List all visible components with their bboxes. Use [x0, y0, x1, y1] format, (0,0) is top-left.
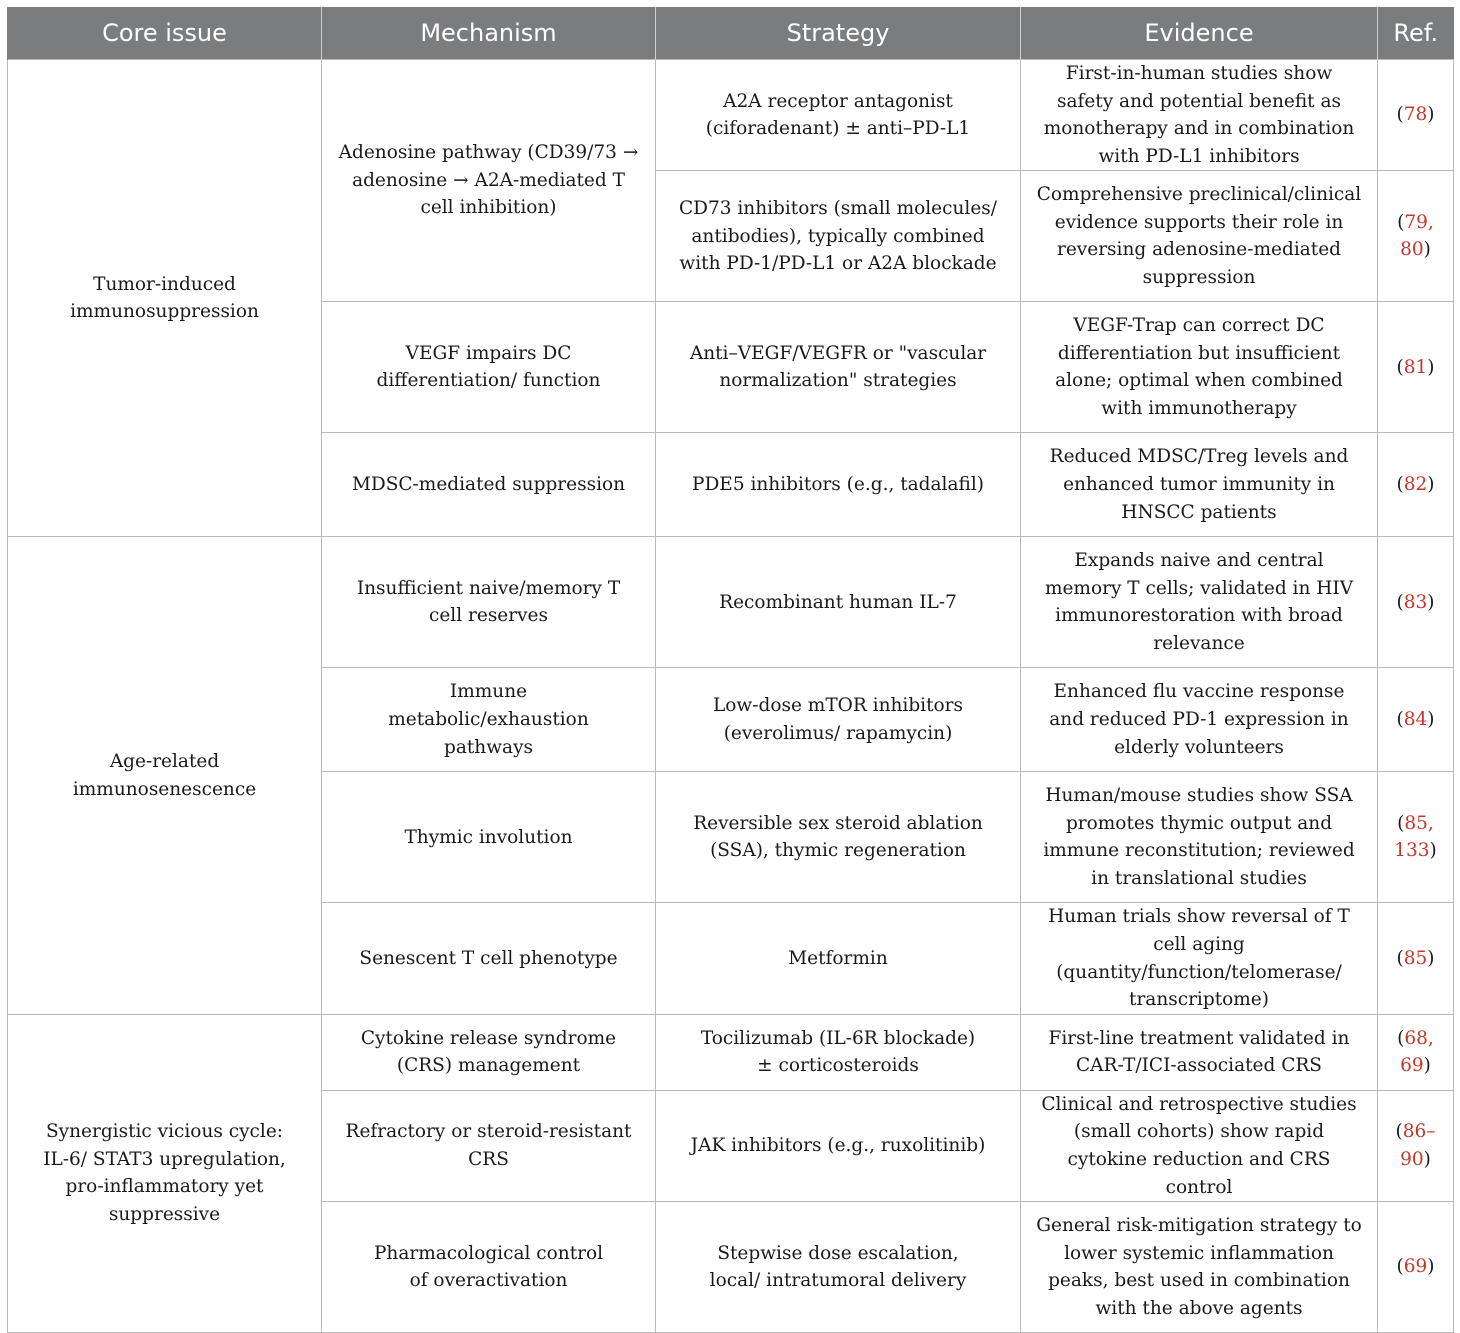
ref-paren-open: (	[1396, 709, 1404, 731]
strategy-cell: Low-dose mTOR inhibitors (everolimus/ rapamycin)	[656, 668, 1021, 772]
mechanism-cell: Senescent T cell phenotype	[322, 903, 656, 1014]
strategy-cell: Stepwise dose escalation, local/ intratumoral delivery	[656, 1202, 1021, 1333]
strategy-cell: Tocilizumab (IL-6R blockade) ± corticosteroids	[656, 1014, 1021, 1090]
mechanism-cell: Thymic involution	[322, 772, 656, 903]
evidence-cell: First-line treatment validated in CAR-T/ICI-associated CRS	[1021, 1014, 1378, 1090]
evidence-cell: Reduced MDSC/Treg levels and enhanced tumor immunity in HNSCC patients	[1021, 433, 1378, 537]
ref-paren-open: (	[1397, 211, 1405, 233]
ref-cell	[1378, 60, 1454, 171]
ref-cell	[1378, 433, 1454, 537]
ref-cell	[1378, 772, 1454, 903]
evidence-cell: Human/mouse studies show SSA promotes thymic output and immune reconstitution; reviewed in translational studies	[1021, 772, 1378, 903]
ref-paren-close: )	[1427, 1256, 1435, 1278]
header-mechanism: Mechanism	[322, 7, 656, 60]
strategy-cell: Recombinant human IL-7	[656, 537, 1021, 668]
evidence-cell: Comprehensive preclinical/clinical evidence supports their role in reversing adenosine-mediated suppression	[1021, 171, 1378, 302]
evidence-cell: Human trials show reversal of T cell aging (quantity/function/telomerase/ transcriptome)	[1021, 903, 1378, 1014]
header-evidence: Evidence	[1021, 7, 1378, 60]
ref-cell	[1378, 1202, 1454, 1333]
strategy-cell: JAK inhibitors (e.g., ruxolitinib)	[656, 1090, 1021, 1201]
header-core-issue: Core issue	[8, 7, 322, 60]
mechanism-cell: Insufficient naive/memory T cell reserves	[322, 537, 656, 668]
ref-paren-close: )	[1423, 1055, 1431, 1077]
evidence-cell: General risk-mitigation strategy to lower systemic inflammation peaks, best used in combination with the above agents	[1021, 1202, 1378, 1333]
core-issue-cell: Synergistic vicious cycle: IL-6/ STAT3 upregulation, pro-inflammatory yet suppressive	[8, 1014, 322, 1332]
ref-paren-open: (	[1396, 104, 1404, 126]
mechanism-cell: VEGF impairs DC differentiation/ function	[322, 302, 656, 433]
ref-cell	[1378, 302, 1454, 433]
strategy-table	[7, 7, 1454, 1333]
ref-link[interactable]: 83	[1403, 591, 1428, 613]
table-row	[8, 537, 1454, 668]
ref-paren-open: (	[1396, 1256, 1404, 1278]
ref-paren-close: )	[1427, 356, 1435, 378]
table-row	[8, 60, 1454, 171]
table-row	[8, 1014, 1454, 1090]
ref-paren-close: )	[1429, 840, 1437, 862]
ref-paren-close: )	[1427, 591, 1435, 613]
mechanism-cell: Refractory or steroid-resistant CRS	[322, 1090, 656, 1201]
core-issue-cell: Age-related immunosenescence	[8, 537, 322, 1014]
strategy-cell: PDE5 inhibitors (e.g., tadalafil)	[656, 433, 1021, 537]
header-row	[8, 7, 1454, 60]
ref-paren-close: )	[1423, 1148, 1431, 1170]
ref-link[interactable]: 78	[1403, 104, 1428, 126]
ref-paren-close: )	[1427, 104, 1435, 126]
evidence-cell: First-in-human studies show safety and potential benefit as monotherapy and in combination with PD-L1 inhibitors	[1021, 60, 1378, 171]
core-issue-cell: Tumor-induced immunosuppression	[8, 60, 322, 537]
ref-paren-open: (	[1396, 591, 1404, 613]
ref-link[interactable]: 79, 80	[1400, 211, 1434, 261]
ref-link[interactable]: 85	[1403, 947, 1428, 969]
mechanism-cell: MDSC-mediated suppression	[322, 433, 656, 537]
evidence-cell: Expands naive and central memory T cells; validated in HIV immunorestoration with broad relevance	[1021, 537, 1378, 668]
ref-link[interactable]: 85, 133	[1394, 812, 1434, 862]
ref-cell	[1378, 537, 1454, 668]
ref-paren-open: (	[1396, 356, 1404, 378]
ref-link[interactable]: 68, 69	[1400, 1027, 1434, 1077]
ref-paren-close: )	[1427, 709, 1435, 731]
ref-paren-open: (	[1396, 474, 1404, 496]
evidence-cell: Enhanced flu vaccine response and reduced PD-1 expression in elderly volunteers	[1021, 668, 1378, 772]
ref-cell	[1378, 1090, 1454, 1201]
ref-link[interactable]: 84	[1403, 709, 1428, 731]
ref-paren-open: (	[1397, 1027, 1405, 1049]
strategy-cell: Reversible sex steroid ablation (SSA), thymic regeneration	[656, 772, 1021, 903]
ref-paren-open: (	[1395, 1121, 1403, 1143]
ref-paren-open: (	[1397, 812, 1405, 834]
evidence-cell: Clinical and retrospective studies (small cohorts) show rapid cytokine reduction and CRS control	[1021, 1090, 1378, 1201]
strategy-cell: CD73 inhibitors (small molecules/ antibodies), typically combined with PD-1/PD-L1 or A2A blockade	[656, 171, 1021, 302]
evidence-cell: VEGF-Trap can correct DC differentiation but insufficient alone; optimal when combined with immunotherapy	[1021, 302, 1378, 433]
mechanism-cell: Adenosine pathway (CD39/73 → adenosine → A2A-mediated T cell inhibition)	[322, 60, 656, 302]
strategy-cell: Anti–VEGF/VEGFR or "vascular normalization" strategies	[656, 302, 1021, 433]
ref-cell	[1378, 903, 1454, 1014]
ref-cell	[1378, 1014, 1454, 1090]
mechanism-cell: Immune metabolic/exhaustion pathways	[322, 668, 656, 772]
ref-link[interactable]: 82	[1403, 474, 1428, 496]
ref-link[interactable]: 69	[1403, 1256, 1428, 1278]
header-strategy: Strategy	[656, 7, 1021, 60]
ref-link[interactable]: 86–90	[1400, 1121, 1436, 1170]
ref-paren-close: )	[1423, 239, 1431, 261]
strategy-cell: A2A receptor antagonist (ciforadenant) ± anti–PD-L1	[656, 60, 1021, 171]
strategy-cell: Metformin	[656, 903, 1021, 1014]
ref-cell	[1378, 668, 1454, 772]
ref-link[interactable]: 81	[1403, 356, 1428, 378]
ref-paren-close: )	[1427, 947, 1435, 969]
mechanism-cell: Cytokine release syndrome (CRS) management	[322, 1014, 656, 1090]
header-ref: Ref.	[1378, 7, 1454, 60]
mechanism-cell: Pharmacological control of overactivation	[322, 1202, 656, 1333]
ref-paren-close: )	[1427, 474, 1435, 496]
ref-cell	[1378, 171, 1454, 302]
ref-paren-open: (	[1396, 947, 1404, 969]
